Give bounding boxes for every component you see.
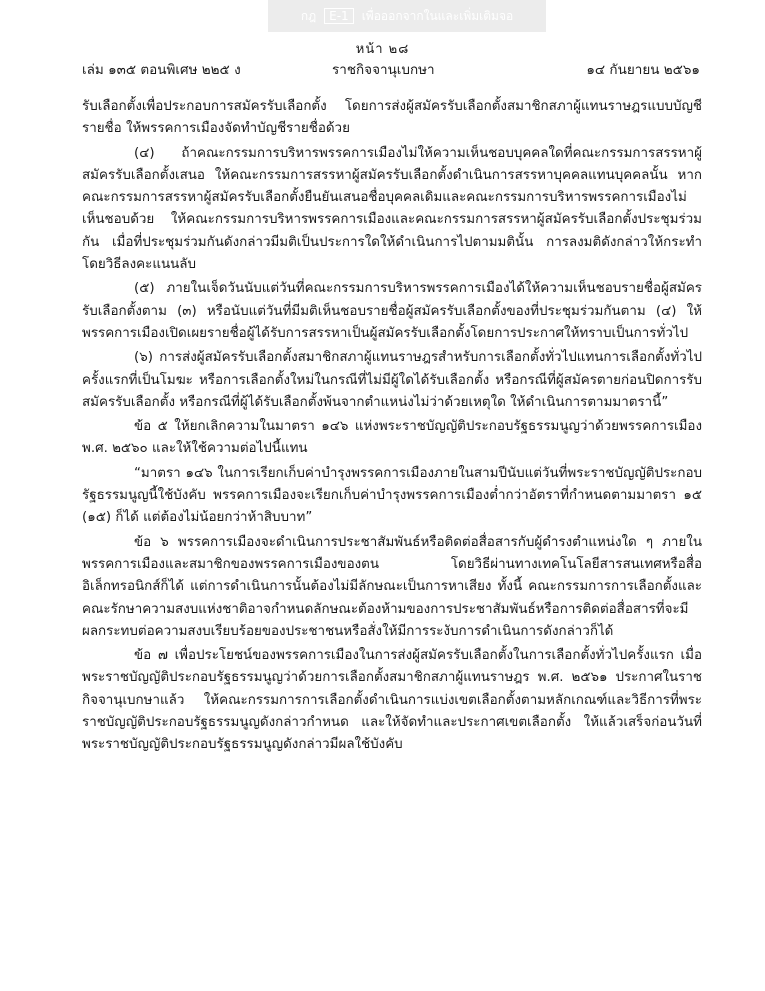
stamp-box-text: E-1 [324,8,354,24]
paragraph-clause-7: ข้อ ๗ เพื่อประโยชน์ของพรรคการเมืองในการส่งผู้สมัครรับเลือกตั้งในการเลือกตั้งทั่วไปครั้งแรก เมื่อพระราชบัญญัติประกอบรัฐธรรมนูญว่าด้วยการเลือกตั้งสมาชิกสภาผู้แทนราษฎร พ.ศ. ๒๕๖๑ ประกาศในราชกิจจานุเบกษาแล้ว ให้คณะกรรมการการเลือกตั้งดำเนินการแบ่งเขตเลือกตั้งตามหลักเกณฑ์และวิธีการที่พระราชบัญญัติประกอบรัฐธรรมนูญดังกล่าวกำหนด และให้จัดทำและประกาศเขตเลือกตั้ง ให้แล้วเสร็จก่อนวันที่พระราชบัญญัติประกอบรัฐธรรมนูญดังกล่าวมีผลใช้บังคับ [82,648,702,753]
paragraph-clause-6: ข้อ ๖ พรรคการเมืองจะดำเนินการประชาสัมพันธ์หรือติดต่อสื่อสารกับผู้ดำรงตำแหน่งใด ๆ ภายในพรรคการเมืองและสมาชิกของพรรคการเมืองของตน โดยวิธีผ่านทางเทคโนโลยีสารสนเทศหรือสื่ออิเล็กทรอนิกส์ก็ได้ แต่การดำเนินการนั้นต้องไม่มีลักษณะเป็นการหาเสียง ทั้งนี้ คณะกรรมการการเลือกตั้งและคณะรักษาความสงบแห่งชาติอาจกำหนดลักษณะต้องห้ามของการประชาสัมพันธ์หรือการติดต่อสื่อสารที่จะมีผลกระทบต่อความสงบเรียบร้อยของประชาชนหรือสั่งให้มีการระงับการดำเนินการดังกล่าวก็ได้ [82,534,702,639]
paragraph-section-146: “มาตรา ๑๔๖ ในการเรียกเก็บค่าบำรุงพรรคการเมืองภายในสามปีนับแต่วันที่พระราชบัญญัติประกอบรัฐธรรมนูญนี้ใช้บังคับ พรรคการเมืองจะเรียกเก็บค่าบำรุงพรรคการเมืองต่ำกว่าอัตราที่กำหนดตามมาตรา ๑๕ (๑๕) ก็ได้ แต่ต้องไม่น้อยกว่าห้าสิบบาท” [82,465,702,526]
paragraph-item-4: (๔) ถ้าคณะกรรมการบริหารพรรคการเมืองไม่ให้ความเห็นชอบบุคคลใดที่คณะกรรมการสรรหาผู้สมัครรับเลือกตั้งเสนอ ให้คณะกรรมการสรรหาผู้สมัครรับเลือกตั้งดำเนินการสรรหาบุคคลแทนบุคคลนั้น หากคณะกรรมการสรรหาผู้สมัครรับเลือกตั้งยืนยันเสนอชื่อบุคคลเดิมและคณะกรรมการบริหารพรรคการเมืองไม่เห็นชอบด้วย ให้คณะกรรมการบริหารพรรคการเมืองและคณะกรรมการสรรหาผู้สมัครรับเลือกตั้งประชุมร่วมกัน เมื่อที่ประชุมร่วมกันดังกล่าวมีมติเป็นประการใดให้ดำเนินการไปตามมตินั้น การลงมติดังกล่าวให้กระทำโดยวิธีลงคะแนนลับ [82,145,702,273]
page-number: หน้า ๒๘ [355,42,410,57]
header-stamp [268,0,546,32]
gazette-name: ราชกิจจานุเบกษา [332,62,435,78]
paragraph-clause-5: ข้อ ๕ ให้ยกเลิกความในมาตรา ๑๔๖ แห่งพระราชบัญญัติประกอบรัฐธรรมนูญว่าด้วยพรรคการเมือง พ.ศ. ๒๕๖๐ และให้ใช้ความต่อไปนี้แทน [82,419,702,457]
gazette-header [82,58,700,78]
stamp-left-text: กฎ [300,8,317,23]
paragraph-item-6: (๖) การส่งผู้สมัครรับเลือกตั้งสมาชิกสภาผู้แทนราษฎรสำหรับการเลือกตั้งทั่วไปแทนการเลือกตั้งทั่วไปครั้งแรกที่เป็นโมฆะ หรือการเลือกตั้งใหม่ในกรณีที่ไม่มีผู้ใดได้รับเลือกตั้ง หรือกรณีที่ผู้สมัครตายก่อนปิดการรับสมัครรับเลือกตั้ง หรือกรณีที่ผู้ได้รับเลือกตั้งพ้นจากตำแหน่งไม่ว่าด้วยเหตุใด ให้ดำเนินการตามมาตรานี้” [82,350,702,410]
paragraph-continuation: รับเลือกตั้งเพื่อประกอบการสมัครรับเลือกตั้ง โดยการส่งผู้สมัครรับเลือกตั้งสมาชิกสภาผู้แทนราษฎรแบบบัญชีรายชื่อ ให้พรรคการเมืองจัดทำบัญชีรายชื่อด้วย [82,99,702,137]
stamp-right-text: เพื่อออกจากในและเพิ่มเติมจอ [361,8,514,23]
document-body [82,96,702,759]
volume-info: เล่ม ๑๓๕ ตอนพิเศษ ๒๒๕ ง [82,62,241,78]
paragraph-item-5: (๕) ภายในเจ็ดวันนับแต่วันที่คณะกรรมการบริหารพรรคการเมืองได้ให้ความเห็นชอบรายชื่อผู้สมัครรับเลือกตั้งตาม (๓) หรือนับแต่วันที่มีมติเห็นชอบรายชื่อผู้สมัครรับเลือกตั้งของที่ประชุมร่วมกันตาม (๔) ให้พรรคการเมืองเปิดเผยรายชื่อผู้ได้รับการสรรหาเป็นผู้สมัครรับเลือกตั้งโดยการประกาศให้ทราบเป็นการทั่วไป [82,281,702,341]
publication-date: ๑๔ กันยายน ๒๕๖๑ [586,62,700,78]
